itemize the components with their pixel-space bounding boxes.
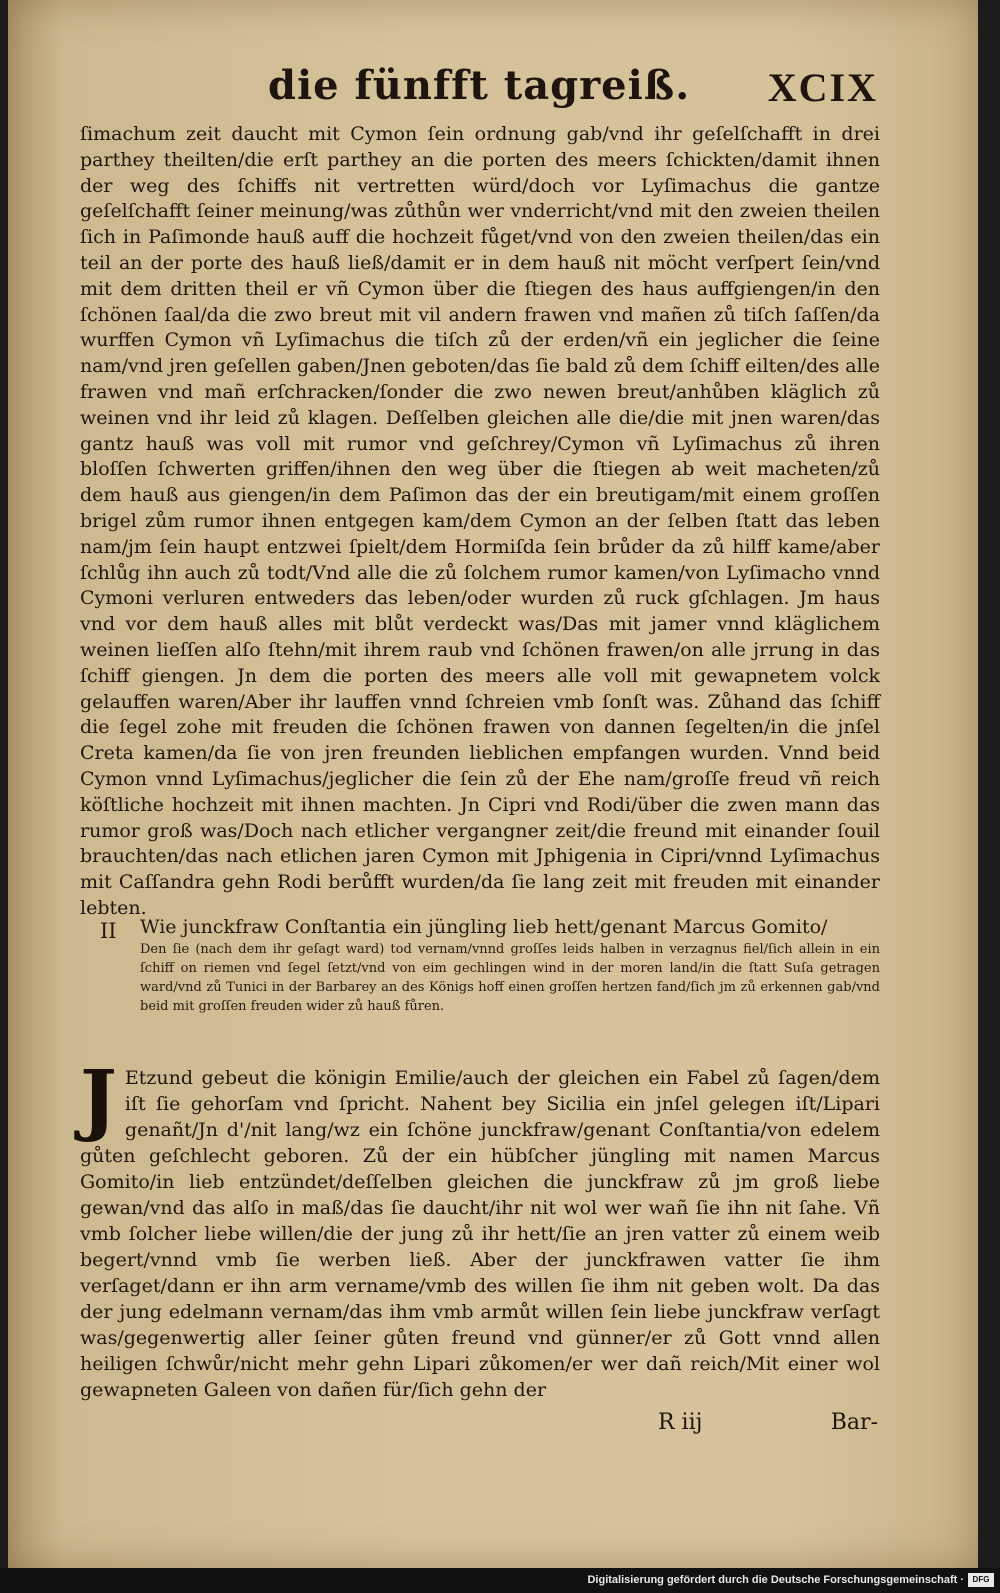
chapter-paragraph: Etzund gebeut die königin Emilie/auch der gleichen ein Fabel zů ſagen/dem iſt ſie gehorſam vnd ſpricht. Nahent bey Sicilia ein jnſel gelegen iſt/Lipari genañt/Jn d'/nit lang/wz ein ſchöne junckfraw/genant Conſtantia/von edelem gůten geſchlecht geboren. Zů der ein hübſcher jüngling mit namen Marcus Gomito/in lieb entzündet/deſſelben gleichen die junckfraw zů jm groß liebe gewan/vnd das alſo in maß/das ſie daucht/ihr nit wol wer wañ ſie ihn nit ſahe. Vñ vmb ſolcher liebe willen/die der jung zů ihr hett/ſie an jren vatter zů einem weib begert/vnnd vmb ſie werben ließ. Aber der junckfrawen vatter ſie ihm verſaget/dann er ihn arm vername/vmb des willen ſie ihm nit geben wolt. Da das der jung edelmann vernam/das ihm vmb armůt willen ſein liebe junckfraw verſagt was/gegenwertig aller ſeiner gůten freund vnd günner/er zů Gott vnnd allen heiligen ſchwůr/nicht mehr gehn Lipari zůkomen/er wer dañ reich/Mit einer wol gewapneten Galeen von dañen für/ſich gehn der bbox=[80, 1067, 880, 1401]
signature-mark: R iij bbox=[658, 1410, 703, 1435]
footer-bar bbox=[0, 1568, 1000, 1593]
summary-lead: Wie junckfraw Conſtantia ein jüngling lieb hett/genant Marcus Gomito/ bbox=[140, 916, 828, 938]
dfg-logo-icon: DFG bbox=[968, 1573, 994, 1587]
catchword-line bbox=[658, 1410, 878, 1440]
main-paragraph: ſimachum zeit daucht mit Cymon ſein ordnung gab/vnd ihr geſelſchafft in drei parthey theilten/die erſt parthey an die porten des meers ſchickten/damit ihnen der weg des ſchiffs nit vertretten würd/doch vor Lyſimachus die gantze geſelſchafft ſeiner meinung/was zůthůn wer vnderricht/vnd mit den zweien theilen ſich in Paſimonde hauß auff die hochzeit fůget/vnd von den zweien theilen/das ein teil an der porte des hauß ließ/damit er in dem hauß nit möcht verſpert ſein/vnd mit dem dritten theil er vñ Cymon über die ſtiegen des haus auffgiengen/in den ſchönen ſaal/da die zwo breut mit vil andern frawen vnd mañen zů tiſch ſaſſen/da wurffen Cymon vñ Lyſimachus die tiſch zů der erden/vñ ein jeglicher die ſeine nam/vnd jren geſellen gaben/Jnen geboten/das ſie bald zů dem ſchiff eilten/des alle frawen vnd mañ erſchracken/ſonder die zwo newen breut/anhůben kläglich zů weinen vnd ihr leid zů klagen. Deſſelben gleichen alle die/die mit jnen waren/das gantz hauß was voll mit rumor vnd geſchrey/Cymon vñ Lyſimachus zů ihren bloſſen ſchwerten griffen/ihnen den weg über die ſtiegen ab weit macheten/zů dem hauß aus giengen/in dem Paſimon das der ein breutigam/mit einem groſſen brigel zům rumor ihnen entgegen kam/dem Cymon an der ſelben ſtatt das leben nam/jm ſein haupt entzwei ſpielt/dem Hormiſda ſein brůder da zů hilff kame/aber ſchlůg ihn auch zů todt/Vnd alle die zů ſolchem rumor kamen/von Lyſimacho vnnd Cymoni verluren entweders das leben/oder wurden zů ruck gſchlagen. Jm haus vnd vor dem hauß alles mit blůt verdeckt was/Das mit jamer vnnd kläglichem weinen lieſſen alſo ſtehn/mit ihrem raub vnd ſchönen frawen/on alle jrrung in das ſchiff giengen. Jn dem die porten des meers alle voll mit gewapnetem volck gelauffen waren/Aber ihr lauffen vnnd ſchreien vmb ſonſt was. Zůhand das ſchiff die ſegel zohe mit freuden die ſchönen frawen von dannen ſegelten/in die jnſel Creta kamen/da ſie von jren freunden lieblichen empfangen wurden. Vnnd beid Cymon vnnd Lyſimachus/jeglicher die ſein zů der Ehe nam/groſſe freud vñ reich köſtliche hochzeit mit ihnen machten. Jn Cipri vnd Rodi/über die zwen mann das rumor groß was/Doch nach etlicher vergangner zeit/die freund mit einander ſouil brauchten/das nach etlichen jaren Cymon mit Jphigenia in Cipri/vnnd Lyſimachus mit Caſſandra gehn Rodi berůfft wurden/da ſie lang zeit mit freuden mit einander lebten. bbox=[80, 123, 880, 919]
funding-credit: Digitalisierung gefördert durch die Deutsche Forschungsgemeinschaft · bbox=[587, 1574, 964, 1586]
summary-number: II bbox=[100, 919, 117, 943]
book-page bbox=[8, 0, 978, 1568]
running-title: die fünfft tagreiß. bbox=[268, 62, 691, 109]
catchword: Bar- bbox=[830, 1410, 878, 1435]
chapter-text-block bbox=[80, 1054, 880, 1403]
folio-number: XCIX bbox=[767, 65, 878, 110]
main-text-block bbox=[80, 122, 880, 922]
page-header bbox=[238, 62, 878, 122]
drop-cap-initial: J bbox=[80, 1054, 117, 1145]
chapter-summary bbox=[100, 915, 880, 1016]
summary-rest: Den ſie (nach dem ihr geſagt ward) tod vernam/vnnd groſſes leids halben in verzagnus fiel/ſich allein in ein ſchiff on riemen vnd ſegel ſetzt/vnd von eim gechlingen wind in der moren land/in die ſtatt Suſa getragen ward/vnd zů Tunici in der Barbarey an des Königs hoff einen groſſen hertzen fand/ſich jm zů erkennen gab/vnd beid mit groſſen freuden wider zů hauß fůren. bbox=[140, 942, 880, 1014]
